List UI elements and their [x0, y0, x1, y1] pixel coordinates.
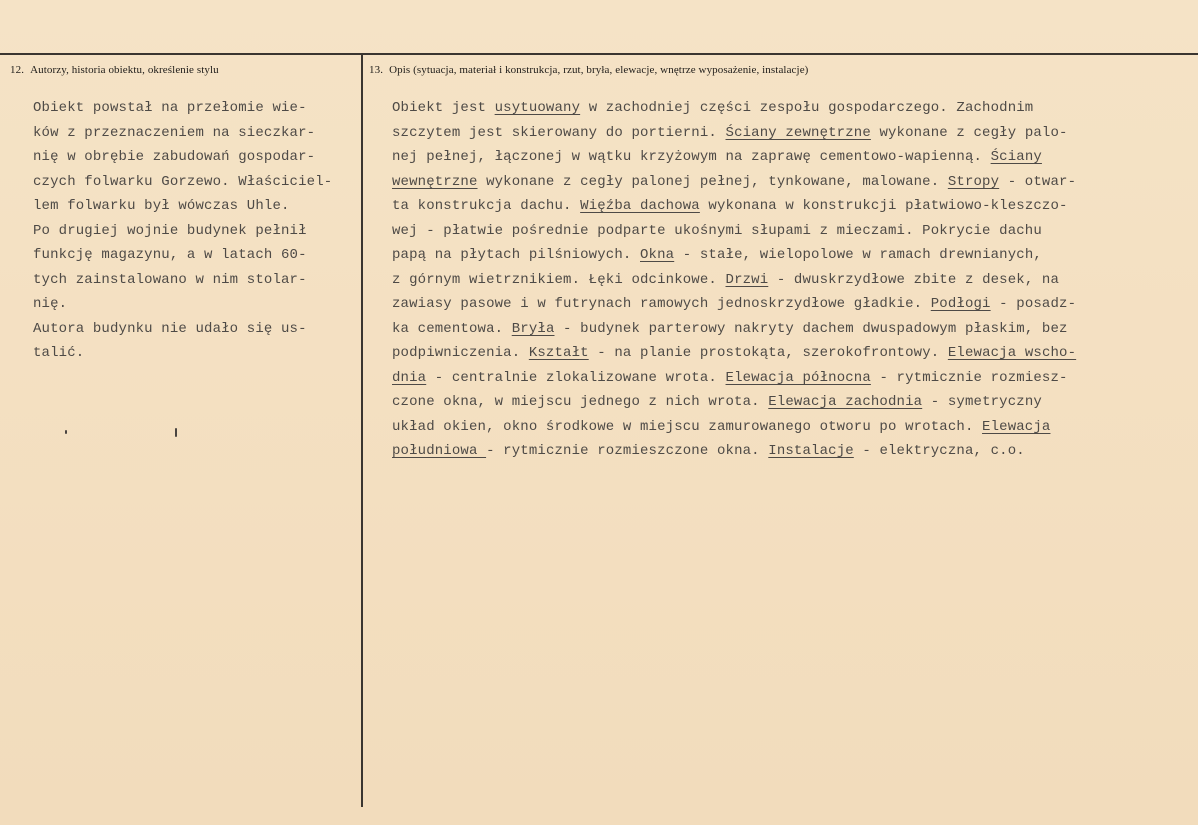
text-segment: ta konstrukcja dachu.: [392, 198, 581, 214]
section-13-title: Opis (sytuacja, materiał i konstrukcja, rzut, bryła, elewacje, wnętrze wyposażenie, instalacje): [389, 64, 809, 76]
text-segment: czone okna, w miejscu jednego z nich wrota.: [392, 394, 769, 410]
underlined-term: Ściany zewnętrzne: [725, 124, 871, 141]
text-segment: - dwuskrzydłowe zbite z desek, na: [768, 271, 1060, 288]
pencil-mark: [175, 428, 177, 437]
section-13-line: [392, 390, 1076, 415]
section-12-text: [33, 96, 332, 366]
underlined-term: Więźba dachowa: [580, 198, 700, 214]
underlined-term: Elewacja: [982, 418, 1051, 435]
section-12-line: talić.: [33, 345, 85, 361]
section-12-line: Obiekt powstał na przełomie wie-: [33, 100, 307, 116]
text-segment: - centralnie zlokalizowane wrota.: [426, 369, 726, 386]
top-rule: [0, 53, 1198, 55]
underlined-term: dnia: [392, 369, 427, 386]
section-13-line: [392, 366, 1076, 391]
text-segment: - symetryczny: [922, 394, 1042, 410]
section-13-line: [392, 170, 1076, 195]
underlined-term: usytuowany: [494, 100, 581, 116]
underlined-term: wewnętrzne: [392, 173, 478, 190]
text-segment: papą na płytach pilśniowych.: [392, 247, 640, 263]
section-12-title: Autorzy, historia obiektu, określenie stylu: [30, 64, 219, 76]
section-12-number: 12.: [10, 64, 25, 76]
section-12-line: Po drugiej wojnie budynek pełnił: [33, 222, 307, 239]
text-segment: podpiwniczenia.: [392, 345, 529, 361]
underlined-term: południowa: [392, 443, 487, 459]
section-12-line: Autora budynku nie udało się us-: [33, 320, 307, 337]
section-12-heading: [10, 64, 219, 76]
text-segment: Obiekt jest: [392, 100, 495, 116]
pencil-mark: [65, 430, 67, 434]
underlined-term: Okna: [640, 247, 675, 263]
section-13-line: [392, 219, 1076, 244]
section-12-line: tych zainstalowano w nim stolar-: [33, 271, 307, 288]
text-segment: wykonane z cegły palonej pełnej, tynkowane, malowane.: [477, 173, 948, 190]
underlined-term: Drzwi: [725, 271, 769, 288]
text-segment: wykonana w konstrukcji płatwiowo-kleszczo-: [699, 198, 1068, 214]
underlined-term: Bryła: [511, 320, 555, 337]
text-segment: - stałe, wielopolowe w ramach drewnianych,: [674, 247, 1042, 263]
section-13-line: [392, 194, 1076, 219]
section-13-line: [392, 317, 1076, 342]
text-segment: zawiasy pasowe i w futrynach ramowych jednoskrzydłowe gładkie.: [392, 296, 931, 312]
underlined-term: Stropy: [947, 173, 1000, 190]
section-13-line: [392, 341, 1076, 366]
section-12-line: nię.: [33, 296, 68, 312]
text-segment: ka cementowa.: [392, 320, 512, 337]
underlined-term: Elewacja wscho-: [947, 345, 1077, 361]
section-13-line: [392, 145, 1076, 170]
text-segment: nej pełnej, łączonej w wątku krzyżowym na zaprawę cementowo-wapienną.: [392, 149, 991, 165]
underlined-term: Elewacja zachodnia: [768, 394, 923, 410]
text-segment: - na planie prostokąta, szerokofrontowy.: [588, 345, 948, 361]
underlined-term: Instalacje: [768, 443, 854, 459]
text-segment: z górnym wietrznikiem. Łęki odcinkowe.: [392, 271, 726, 288]
text-segment: - elektryczna, c.o.: [853, 443, 1025, 459]
section-13-line: [392, 268, 1076, 293]
section-12-line: ków z przeznaczeniem na sieczkar-: [33, 124, 316, 141]
section-13-line: [392, 243, 1076, 268]
text-segment: - rytmicznie rozmieszczone okna.: [486, 443, 769, 459]
section-13-line: [392, 96, 1076, 121]
section-13-line: [392, 121, 1076, 146]
text-segment: wykonane z cegły palo-: [870, 124, 1068, 141]
section-12-line: lem folwarku był wówczas Uhle.: [33, 198, 290, 214]
section-13-number: 13.: [369, 64, 384, 76]
section-12-line: funkcję magazynu, a w latach 60-: [33, 247, 307, 263]
section-12-line: czych folwarku Gorzewo. Właściciel-: [33, 173, 333, 190]
text-segment: wej - płatwie pośrednie podparte ukośnymi słupami z mieczami. Pokrycie dachu: [392, 222, 1042, 239]
text-segment: w zachodniej części zespołu gospodarczego. Zachodnim: [580, 100, 1034, 116]
text-segment: - budynek parterowy nakryty dachem dwuspadowym płaskim, bez: [554, 320, 1068, 337]
text-segment: - rytmicznie rozmiesz-: [870, 369, 1068, 386]
column-divider: [361, 55, 363, 807]
section-13-text: [392, 96, 1076, 464]
underlined-term: Ściany: [990, 149, 1042, 165]
text-segment: szczytem jest skierowany do portierni.: [392, 124, 726, 141]
section-13-line: [392, 439, 1076, 464]
text-segment: - otwar-: [999, 173, 1077, 190]
section-13-heading: [369, 64, 808, 76]
section-13-line: [392, 415, 1076, 440]
text-segment: - posadz-: [990, 296, 1077, 312]
underlined-term: Kształt: [528, 345, 589, 361]
underlined-term: Elewacja północna: [725, 369, 871, 386]
text-segment: układ okien, okno środkowe w miejscu zamurowanego otworu po wrotach.: [392, 418, 983, 435]
underlined-term: Podłogi: [930, 296, 991, 312]
section-12-line: nię w obrębie zabudowań gospodar-: [33, 149, 316, 165]
section-13-line: [392, 292, 1076, 317]
